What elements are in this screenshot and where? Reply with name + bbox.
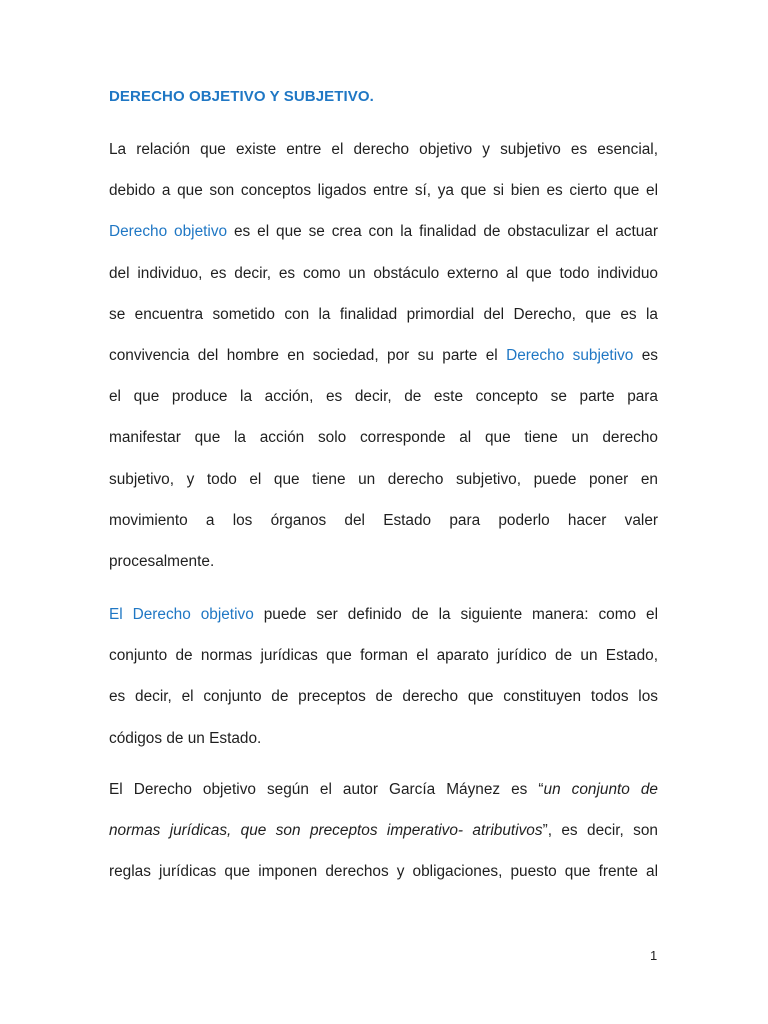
quote-text: un conjunto de xyxy=(543,781,658,798)
paragraph-line xyxy=(109,780,658,821)
paragraph-line xyxy=(109,821,658,862)
paragraph-line xyxy=(109,346,658,387)
paragraph-line: códigos de un Estado. xyxy=(109,729,262,747)
term-derecho-subjetivo: Derecho subjetivo xyxy=(506,346,634,364)
paragraph-line: subjetivo, y todo el que tiene un derecho subjetivo, puede poner en xyxy=(109,470,658,488)
paragraph-line: es decir, el conjunto de preceptos de derecho que constituyen todos los xyxy=(109,688,658,706)
paragraph-line xyxy=(109,222,658,263)
paragraph-line: conjunto de normas jurídicas que forman el aparato jurídico de un Estado, xyxy=(109,647,658,665)
paragraph-text: ”, es decir, son xyxy=(542,822,658,840)
paragraph-line xyxy=(109,605,658,646)
paragraph-1 xyxy=(109,140,658,593)
paragraph-line: el que produce la acción, es decir, de este concepto se parte para xyxy=(109,388,658,406)
paragraph-line: movimiento a los órganos del Estado para poderlo hacer valer xyxy=(109,511,658,529)
term-derecho-objetivo: Derecho objetivo xyxy=(109,223,228,241)
document-heading: DERECHO OBJETIVO Y SUBJETIVO. xyxy=(109,88,374,105)
paragraph-line: reglas jurídicas que imponen derechos y obligaciones, puesto que frente al xyxy=(109,863,658,881)
page-number: 1 xyxy=(650,948,658,963)
paragraph-3 xyxy=(109,780,658,904)
paragraph-line: debido a que son conceptos ligados entre sí, ya que si bien es cierto que el xyxy=(109,182,658,200)
quote-text: normas jurídicas, que son preceptos imperativo- atributivos xyxy=(109,822,543,840)
term-el-derecho-objetivo: El Derecho objetivo xyxy=(109,606,254,623)
paragraph-text: puede ser definido de la siguiente manera: como el xyxy=(253,606,658,623)
paragraph-line: procesalmente. xyxy=(109,552,215,570)
paragraph-line: manifestar que la acción solo corresponde al que tiene un derecho xyxy=(109,429,658,447)
paragraph-line: del individuo, es decir, es como un obstáculo externo al que todo individuo xyxy=(109,264,658,282)
paragraph-text: convivencia del hombre en sociedad, por su parte el xyxy=(109,346,507,364)
paragraph-text: es xyxy=(633,346,659,364)
paragraph-text: El Derecho objetivo según el autor García Máynez es “ xyxy=(109,781,544,798)
paragraph-text: es el que se crea con la finalidad de obstaculizar el actuar xyxy=(227,223,658,241)
paragraph-line: La relación que existe entre el derecho objetivo y subjetivo es esencial, xyxy=(109,141,658,158)
paragraph-line: se encuentra sometido con la finalidad primordial del Derecho, que es la xyxy=(109,305,658,323)
paragraph-2 xyxy=(109,605,658,770)
